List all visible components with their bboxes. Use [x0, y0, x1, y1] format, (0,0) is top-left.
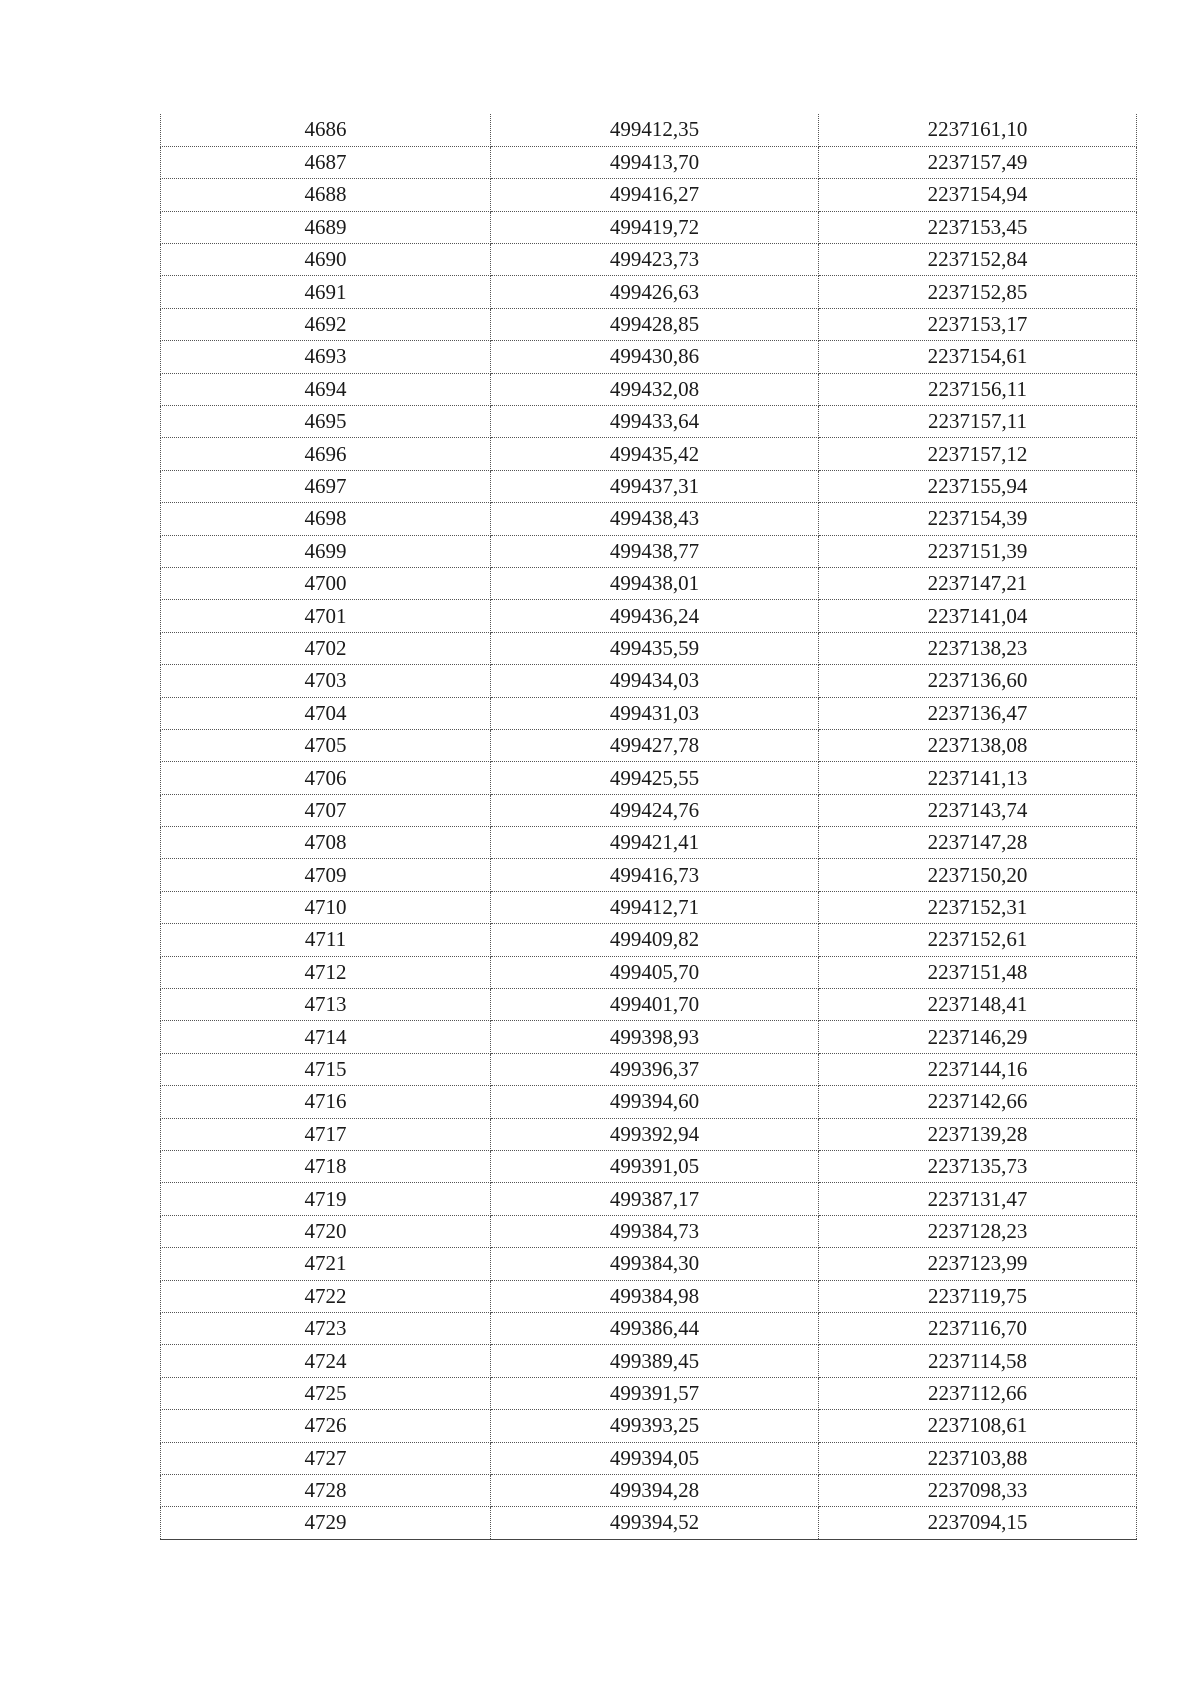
table-row: [161, 470, 1137, 502]
y-coordinate-cell: 2237154,61: [819, 341, 1137, 373]
x-coordinate-cell: 499384,73: [491, 1215, 819, 1247]
y-coordinate-cell: 2237131,47: [819, 1183, 1137, 1215]
y-coordinate-cell: 2237152,31: [819, 891, 1137, 923]
point-number-cell: 4719: [161, 1183, 491, 1215]
x-coordinate-cell: 499430,86: [491, 341, 819, 373]
table-row: [161, 1183, 1137, 1215]
table-row: [161, 1474, 1137, 1506]
point-number-cell: 4726: [161, 1410, 491, 1442]
y-coordinate-cell: 2237098,33: [819, 1474, 1137, 1506]
point-number-cell: 4694: [161, 373, 491, 405]
table-row: [161, 729, 1137, 761]
point-number-cell: 4718: [161, 1151, 491, 1183]
table-row: [161, 211, 1137, 243]
y-coordinate-cell: 2237103,88: [819, 1442, 1137, 1474]
table-row: [161, 341, 1137, 373]
table-row: [161, 859, 1137, 891]
x-coordinate-cell: 499435,59: [491, 632, 819, 664]
y-coordinate-cell: 2237144,16: [819, 1053, 1137, 1085]
x-coordinate-cell: 499416,73: [491, 859, 819, 891]
point-number-cell: 4720: [161, 1215, 491, 1247]
x-coordinate-cell: 499389,45: [491, 1345, 819, 1377]
point-number-cell: 4721: [161, 1248, 491, 1280]
table-row: [161, 567, 1137, 599]
table-row: [161, 989, 1137, 1021]
x-coordinate-cell: 499431,03: [491, 697, 819, 729]
table-row: [161, 794, 1137, 826]
table-row: [161, 924, 1137, 956]
point-number-cell: 4702: [161, 632, 491, 664]
point-number-cell: 4698: [161, 503, 491, 535]
x-coordinate-cell: 499387,17: [491, 1183, 819, 1215]
x-coordinate-cell: 499394,05: [491, 1442, 819, 1474]
x-coordinate-cell: 499435,42: [491, 438, 819, 470]
y-coordinate-cell: 2237152,84: [819, 244, 1137, 276]
y-coordinate-cell: 2237152,61: [819, 924, 1137, 956]
point-number-cell: 4695: [161, 406, 491, 438]
y-coordinate-cell: 2237147,28: [819, 827, 1137, 859]
y-coordinate-cell: 2237150,20: [819, 859, 1137, 891]
x-coordinate-cell: 499425,55: [491, 762, 819, 794]
table-row: [161, 1021, 1137, 1053]
table-row: [161, 1507, 1137, 1539]
point-number-cell: 4709: [161, 859, 491, 891]
point-number-cell: 4712: [161, 956, 491, 988]
point-number-cell: 4692: [161, 308, 491, 340]
table-row: [161, 1280, 1137, 1312]
point-number-cell: 4711: [161, 924, 491, 956]
point-number-cell: 4696: [161, 438, 491, 470]
table-row: [161, 827, 1137, 859]
point-number-cell: 4697: [161, 470, 491, 502]
point-number-cell: 4700: [161, 567, 491, 599]
y-coordinate-cell: 2237135,73: [819, 1151, 1137, 1183]
x-coordinate-cell: 499412,71: [491, 891, 819, 923]
x-coordinate-cell: 499424,76: [491, 794, 819, 826]
point-number-cell: 4705: [161, 729, 491, 761]
point-number-cell: 4728: [161, 1474, 491, 1506]
x-coordinate-cell: 499391,05: [491, 1151, 819, 1183]
x-coordinate-cell: 499394,52: [491, 1507, 819, 1539]
x-coordinate-cell: 499384,30: [491, 1248, 819, 1280]
point-number-cell: 4699: [161, 535, 491, 567]
table-row: [161, 1377, 1137, 1409]
x-coordinate-cell: 499384,98: [491, 1280, 819, 1312]
y-coordinate-cell: 2237142,66: [819, 1086, 1137, 1118]
x-coordinate-cell: 499392,94: [491, 1118, 819, 1150]
point-number-cell: 4690: [161, 244, 491, 276]
x-coordinate-cell: 499421,41: [491, 827, 819, 859]
y-coordinate-cell: 2237138,08: [819, 729, 1137, 761]
x-coordinate-cell: 499409,82: [491, 924, 819, 956]
y-coordinate-cell: 2237157,49: [819, 146, 1137, 178]
point-number-cell: 4729: [161, 1507, 491, 1539]
y-coordinate-cell: 2237138,23: [819, 632, 1137, 664]
x-coordinate-cell: 499426,63: [491, 276, 819, 308]
x-coordinate-cell: 499434,03: [491, 665, 819, 697]
x-coordinate-cell: 499433,64: [491, 406, 819, 438]
point-number-cell: 4691: [161, 276, 491, 308]
x-coordinate-cell: 499432,08: [491, 373, 819, 405]
table-row: [161, 179, 1137, 211]
y-coordinate-cell: 2237154,39: [819, 503, 1137, 535]
table-row: [161, 1248, 1137, 1280]
table-row: [161, 1086, 1137, 1118]
table-row: [161, 956, 1137, 988]
point-number-cell: 4714: [161, 1021, 491, 1053]
table-row: [161, 373, 1137, 405]
x-coordinate-cell: 499394,28: [491, 1474, 819, 1506]
table-row: [161, 146, 1137, 178]
x-coordinate-cell: 499438,77: [491, 535, 819, 567]
point-number-cell: 4725: [161, 1377, 491, 1409]
y-coordinate-cell: 2237123,99: [819, 1248, 1137, 1280]
y-coordinate-cell: 2237128,23: [819, 1215, 1137, 1247]
table-row: [161, 762, 1137, 794]
point-number-cell: 4717: [161, 1118, 491, 1150]
x-coordinate-cell: 499413,70: [491, 146, 819, 178]
point-number-cell: 4708: [161, 827, 491, 859]
x-coordinate-cell: 499386,44: [491, 1312, 819, 1344]
x-coordinate-cell: 499398,93: [491, 1021, 819, 1053]
table-row: [161, 276, 1137, 308]
table-row: [161, 503, 1137, 535]
y-coordinate-cell: 2237141,04: [819, 600, 1137, 632]
table-row: [161, 1410, 1137, 1442]
x-coordinate-cell: 499437,31: [491, 470, 819, 502]
table-row: [161, 665, 1137, 697]
y-coordinate-cell: 2237136,47: [819, 697, 1137, 729]
y-coordinate-cell: 2237153,17: [819, 308, 1137, 340]
table-row: [161, 891, 1137, 923]
table-row: [161, 1215, 1137, 1247]
point-number-cell: 4713: [161, 989, 491, 1021]
y-coordinate-cell: 2237151,48: [819, 956, 1137, 988]
x-coordinate-cell: 499416,27: [491, 179, 819, 211]
y-coordinate-cell: 2237154,94: [819, 179, 1137, 211]
y-coordinate-cell: 2237094,15: [819, 1507, 1137, 1539]
table-row: [161, 1442, 1137, 1474]
table-row: [161, 406, 1137, 438]
y-coordinate-cell: 2237147,21: [819, 567, 1137, 599]
table-row: [161, 600, 1137, 632]
point-number-cell: 4707: [161, 794, 491, 826]
table-row: [161, 114, 1137, 146]
y-coordinate-cell: 2237151,39: [819, 535, 1137, 567]
x-coordinate-cell: 499405,70: [491, 956, 819, 988]
x-coordinate-cell: 499427,78: [491, 729, 819, 761]
y-coordinate-cell: 2237143,74: [819, 794, 1137, 826]
y-coordinate-cell: 2237161,10: [819, 114, 1137, 146]
x-coordinate-cell: 499428,85: [491, 308, 819, 340]
table-row: [161, 1312, 1137, 1344]
point-number-cell: 4715: [161, 1053, 491, 1085]
point-number-cell: 4706: [161, 762, 491, 794]
x-coordinate-cell: 499438,01: [491, 567, 819, 599]
point-number-cell: 4701: [161, 600, 491, 632]
table-row: [161, 697, 1137, 729]
y-coordinate-cell: 2237119,75: [819, 1280, 1137, 1312]
point-number-cell: 4704: [161, 697, 491, 729]
table-row: [161, 1053, 1137, 1085]
table-row: [161, 632, 1137, 664]
table-row: [161, 1151, 1137, 1183]
x-coordinate-cell: 499412,35: [491, 114, 819, 146]
x-coordinate-cell: 499393,25: [491, 1410, 819, 1442]
y-coordinate-cell: 2237148,41: [819, 989, 1137, 1021]
point-number-cell: 4723: [161, 1312, 491, 1344]
coordinates-table: [160, 114, 1137, 1540]
point-number-cell: 4689: [161, 211, 491, 243]
y-coordinate-cell: 2237141,13: [819, 762, 1137, 794]
x-coordinate-cell: 499436,24: [491, 600, 819, 632]
table-row: [161, 308, 1137, 340]
point-number-cell: 4686: [161, 114, 491, 146]
table-row: [161, 438, 1137, 470]
point-number-cell: 4722: [161, 1280, 491, 1312]
y-coordinate-cell: 2237152,85: [819, 276, 1137, 308]
point-number-cell: 4710: [161, 891, 491, 923]
x-coordinate-cell: 499401,70: [491, 989, 819, 1021]
y-coordinate-cell: 2237157,12: [819, 438, 1137, 470]
x-coordinate-cell: 499396,37: [491, 1053, 819, 1085]
y-coordinate-cell: 2237153,45: [819, 211, 1137, 243]
table-row: [161, 244, 1137, 276]
y-coordinate-cell: 2237156,11: [819, 373, 1137, 405]
table-row: [161, 1118, 1137, 1150]
point-number-cell: 4688: [161, 179, 491, 211]
y-coordinate-cell: 2237146,29: [819, 1021, 1137, 1053]
y-coordinate-cell: 2237139,28: [819, 1118, 1137, 1150]
y-coordinate-cell: 2237136,60: [819, 665, 1137, 697]
table-row: [161, 535, 1137, 567]
point-number-cell: 4727: [161, 1442, 491, 1474]
y-coordinate-cell: 2237155,94: [819, 470, 1137, 502]
x-coordinate-cell: 499423,73: [491, 244, 819, 276]
y-coordinate-cell: 2237112,66: [819, 1377, 1137, 1409]
point-number-cell: 4703: [161, 665, 491, 697]
x-coordinate-cell: 499391,57: [491, 1377, 819, 1409]
point-number-cell: 4716: [161, 1086, 491, 1118]
x-coordinate-cell: 499438,43: [491, 503, 819, 535]
x-coordinate-cell: 499419,72: [491, 211, 819, 243]
point-number-cell: 4724: [161, 1345, 491, 1377]
table-row: [161, 1345, 1137, 1377]
point-number-cell: 4693: [161, 341, 491, 373]
point-number-cell: 4687: [161, 146, 491, 178]
y-coordinate-cell: 2237116,70: [819, 1312, 1137, 1344]
y-coordinate-cell: 2237157,11: [819, 406, 1137, 438]
coordinates-table-body: [161, 114, 1137, 1539]
x-coordinate-cell: 499394,60: [491, 1086, 819, 1118]
y-coordinate-cell: 2237114,58: [819, 1345, 1137, 1377]
y-coordinate-cell: 2237108,61: [819, 1410, 1137, 1442]
